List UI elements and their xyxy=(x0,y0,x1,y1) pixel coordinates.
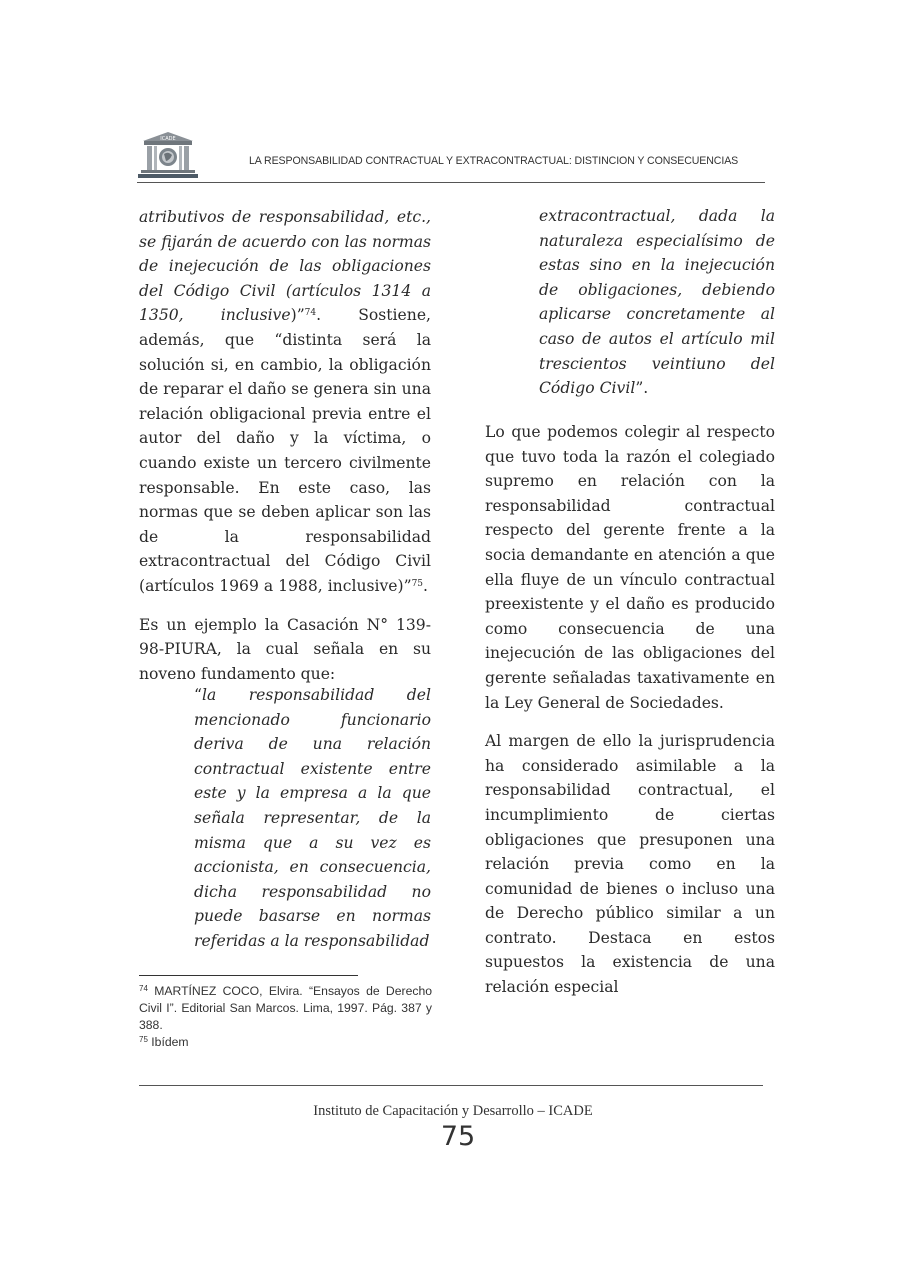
footnote-ref-75: 75 xyxy=(411,578,424,589)
footnote-text: Ibídem xyxy=(147,1035,189,1049)
block-quote-right xyxy=(539,204,775,401)
right-paragraph-1: Lo que podemos colegir al respecto que tuvo toda la razón el colegiado supremo en relación con la responsabilidad contractual respecto del gerente frente a la socia demandante en atención a que ella fluye de un vínculo contractual preexistente y el daño es producido como consecuencia de una inejecución de las obligaciones del gerente señaladas taxativamente en la Ley General de Sociedades. xyxy=(485,423,775,712)
footnote-text: MARTÍNEZ COCO, Elvira. “Ensayos de Derecho Civil I”. Editorial San Marcos. Lima, 1997. Pág. 387 y 388. xyxy=(139,984,432,1032)
footnote-75 xyxy=(139,1034,432,1051)
left-p1-end: . xyxy=(423,576,428,595)
footnote-ref-74: 74 xyxy=(304,308,317,319)
page-header xyxy=(137,130,765,184)
footnotes xyxy=(139,983,432,1051)
footnote-number: 74 xyxy=(139,984,148,993)
block-quote-left xyxy=(194,683,431,954)
icade-logo-icon xyxy=(137,130,199,180)
quote-right-text: extracontractual, dada la naturaleza especialísimo de estas sino en la inejecución de obligaciones, debiendo aplicarse concretamente al caso de autos el artículo mil trescientos veintiuno del Código Civil xyxy=(539,207,775,398)
quote-left-text: la responsabilidad del mencionado funcionario deriva de una relación contractual existente entre este y la empresa a la que señala representar, de la misma que a su vez es accionista, en consecuencia, dicha responsabilidad no puede basarse en normas referidas a la responsabilidad xyxy=(194,686,431,950)
right-column xyxy=(485,420,775,1000)
footer-institution: Instituto de Capacitación y Desarrollo – ICADE xyxy=(313,1103,593,1119)
page-number: 75 xyxy=(440,1121,476,1152)
footer-divider xyxy=(139,1085,763,1086)
left-column xyxy=(139,205,431,686)
header-divider xyxy=(137,182,765,183)
footnote-74 xyxy=(139,983,432,1034)
left-p1-italic: atributivos de responsabilidad, etc., se fijarán de acuerdo con las normas de inejecución de las obligaciones del Código Civil (artículos 1314 a 1350, inclusive xyxy=(139,208,431,325)
left-paragraph-1 xyxy=(139,205,431,599)
quote-close-mark: ”. xyxy=(635,379,649,398)
left-p1-close: )” xyxy=(290,306,305,325)
left-p1-rest: . Sostiene, además, que “distinta será la solución si, en cambio, la obligación de reparar el daño se genera sin una relación obligacional previa entre el autor del daño y la víctima, o cuando existe un tercero civilmente responsable. En este caso, las normas que se deben aplicar son las de la responsabilidad extracontractual del Código Civil (artículos 1969 a 1988, inclusive)” xyxy=(139,306,432,595)
left-paragraph-2: Es un ejemplo la Casación N° 139-98-PIURA, la cual señala en su noveno fundamento que: xyxy=(139,615,431,683)
quote-open-mark: “ xyxy=(194,686,202,704)
footnote-number: 75 xyxy=(139,1035,148,1044)
footnote-divider xyxy=(139,975,358,976)
running-title: LA RESPONSABILIDAD CONTRACTUAL Y EXTRACONTRACTUAL: DISTINCION Y CONSECUENCIAS xyxy=(249,155,739,167)
logo-text: ICADE xyxy=(160,136,176,142)
right-paragraph-2: Al margen de ello la jurisprudencia ha considerado asimilable a la responsabilidad contractual, el incumplimiento de ciertas obligaciones que presuponen una relación previa como en la comunidad de bienes o incluso una de Derecho público similar a un contrato. Destaca en estos supuestos la existencia de una relación especial xyxy=(485,732,775,997)
